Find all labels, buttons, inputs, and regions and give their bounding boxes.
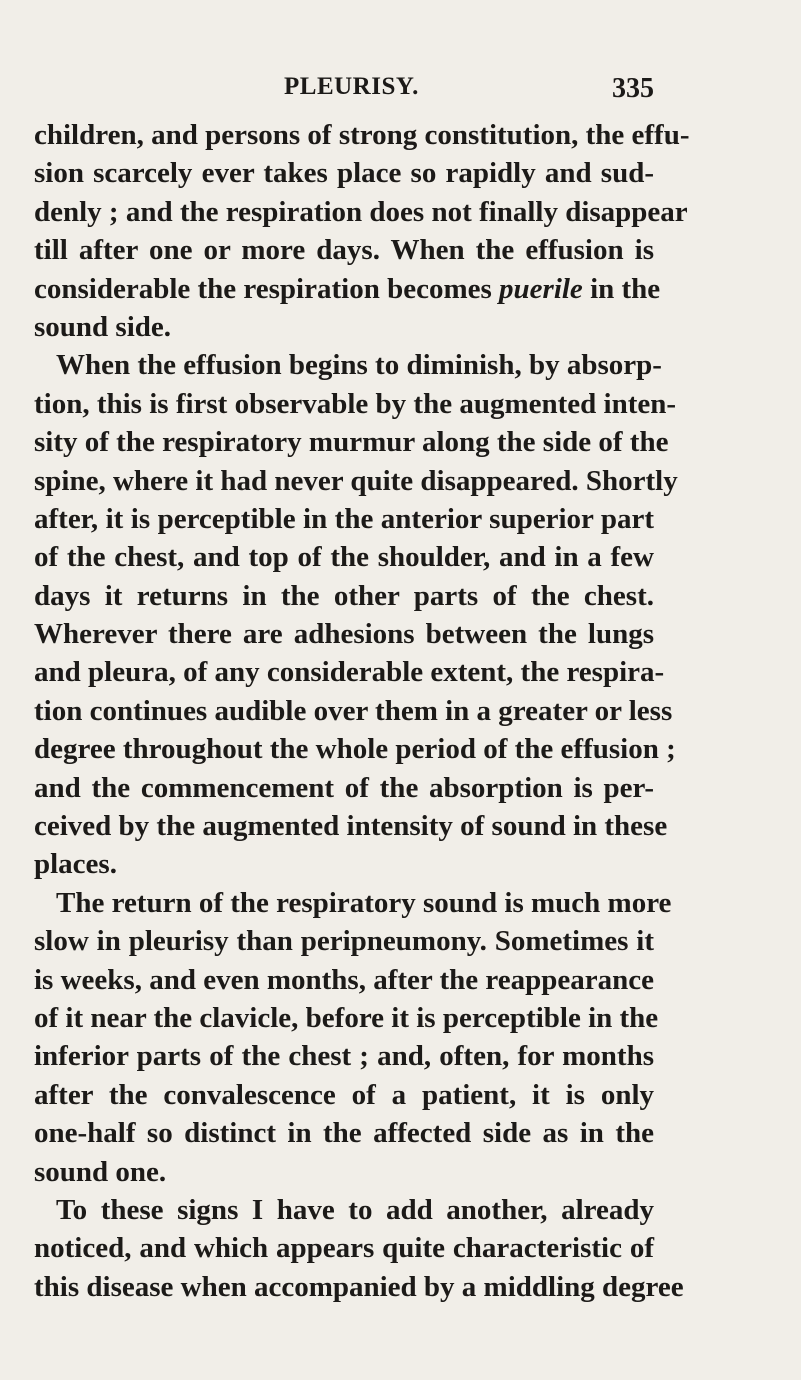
text-line: noticed, and which appears quite characteristic of bbox=[34, 1232, 654, 1265]
text-line: The return of the respiratory sound is much more bbox=[56, 886, 672, 919]
text-line: is weeks, and even months, after the reappearance bbox=[34, 963, 654, 996]
text-line: of it near the clavicle, before it is perceptible in the bbox=[34, 1001, 659, 1034]
text-line: inferior parts of the chest ; and, often, for months bbox=[34, 1040, 654, 1073]
text-line: sound one. bbox=[34, 1155, 167, 1188]
text-line: places. bbox=[34, 848, 117, 881]
text-line: and pleura, of any considerable extent, the respira- bbox=[34, 656, 665, 689]
text-line: slow in pleurisy than peripneumony. Sometimes it bbox=[34, 925, 654, 958]
text-line: sity of the respiratory murmur along the side of the bbox=[34, 426, 669, 459]
text-line: denly ; and the respiration does not finally disappear bbox=[34, 195, 688, 228]
text-line: this disease when accompanied by a middling degree bbox=[34, 1270, 684, 1303]
text-line: one-half so distinct in the affected side as in the bbox=[34, 1117, 654, 1150]
text-line: tion continues audible over them in a greater or less bbox=[34, 694, 673, 727]
italic-word: puerile bbox=[499, 272, 583, 305]
text-segment: considerable the respiration becomes bbox=[34, 272, 500, 305]
text-line: sion scarcely ever takes place so rapidly and sud- bbox=[34, 157, 654, 190]
text-line: days it returns in the other parts of the chest. bbox=[34, 579, 654, 612]
text-line: till after one or more days. When the effusion is bbox=[34, 234, 654, 267]
page-number: 335 bbox=[612, 73, 654, 104]
text-line: sound side. bbox=[34, 310, 172, 343]
text-line: children, and persons of strong constitution, the effu- bbox=[34, 119, 690, 151]
text-line: Wherever there are adhesions between the lungs bbox=[34, 618, 654, 651]
text-line bbox=[34, 270, 661, 308]
text-line: ceived by the augmented intensity of sound in these bbox=[34, 810, 668, 843]
text-line: of the chest, and top of the shoulder, and in a few bbox=[34, 541, 654, 574]
text-line: When the effusion begins to diminish, by absorp- bbox=[56, 349, 662, 382]
text-line: after the convalescence of a patient, it is only bbox=[34, 1078, 654, 1111]
text-line: degree throughout the whole period of the effusion ; bbox=[34, 733, 676, 766]
text-line: tion, this is first observable by the augmented inten- bbox=[34, 387, 677, 420]
text-segment: in the bbox=[582, 272, 661, 305]
running-title: PLEURISY. bbox=[284, 73, 419, 100]
text-line: To these signs I have to add another, already bbox=[56, 1193, 654, 1226]
body-text bbox=[34, 116, 690, 1306]
running-head bbox=[34, 73, 654, 107]
text-line: after, it is perceptible in the anterior superior part bbox=[34, 502, 654, 535]
text-line: and the commencement of the absorption is per- bbox=[34, 771, 654, 804]
text-line: spine, where it had never quite disappeared. Shortly bbox=[34, 464, 678, 497]
